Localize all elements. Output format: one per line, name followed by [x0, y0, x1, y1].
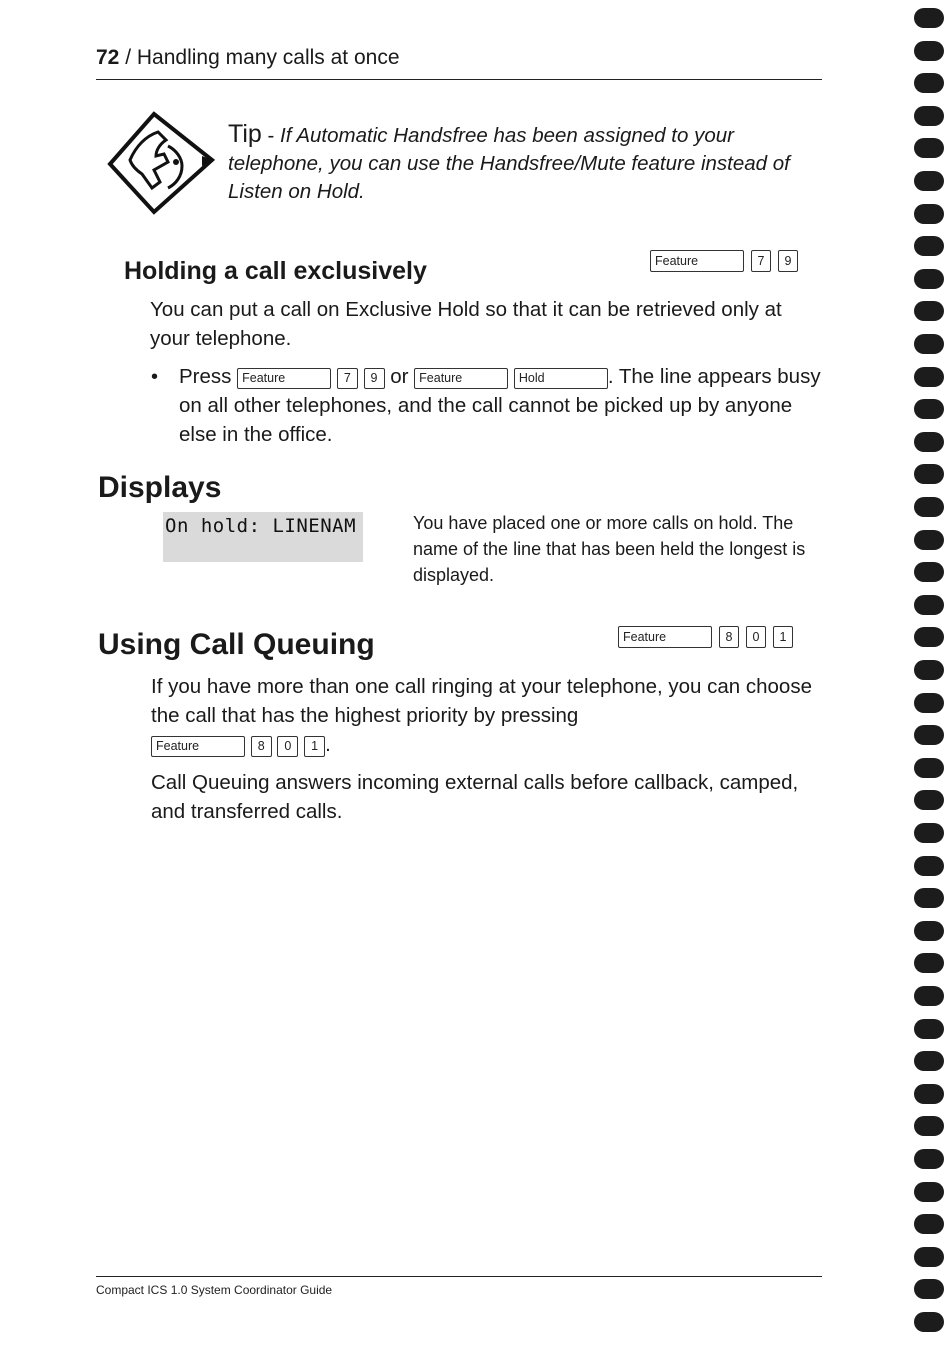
queuing-para-1-text: If you have more than one call ringing at your telephone, you can choose the call that has the highest priority by pressing	[151, 675, 812, 727]
key-hold: Hold	[514, 368, 608, 389]
press-word: Press	[179, 365, 232, 388]
tip-body: If Automatic Handsfree has been assigned to your telephone, you can use the Handsfree/Mute feature instead of Listen on Hold.	[228, 124, 790, 203]
binding-ring	[914, 790, 944, 810]
footer-text: Compact ICS 1.0 System Coordinator Guide	[96, 1283, 333, 1297]
binding-ring	[914, 1214, 944, 1234]
binding-ring	[914, 367, 944, 387]
binding-ring	[914, 921, 944, 941]
display-description: You have placed one or more calls on hold. The name of the line that has been held the longest is displayed.	[413, 513, 806, 585]
binding-ring	[914, 823, 944, 843]
key-8: 8	[251, 736, 272, 757]
key-1: 1	[773, 626, 793, 648]
exclusive-intro: You can put a call on Exclusive Hold so that it can be retrieved only at your telephone.	[150, 298, 782, 350]
key-7: 7	[337, 368, 358, 389]
binding-ring	[914, 530, 944, 550]
key-feature: Feature	[151, 736, 245, 757]
bullet-dot: •	[151, 366, 159, 388]
feature-code-exclusive	[650, 250, 798, 272]
binding-ring	[914, 41, 944, 61]
binding-ring	[914, 888, 944, 908]
binding-ring	[914, 725, 944, 745]
exclusive-bullet	[179, 362, 824, 449]
binding-ring	[914, 953, 944, 973]
binding-ring	[914, 1019, 944, 1039]
lcd-display: On hold: LINENAM	[163, 512, 363, 562]
header-separator: /	[119, 46, 137, 69]
key-0: 0	[277, 736, 298, 757]
tip-diamond-hand-icon	[106, 110, 218, 216]
heading-holding-exclusively: Holding a call exclusively	[124, 257, 427, 285]
page-header	[96, 46, 400, 70]
tip-label: Tip	[228, 120, 262, 148]
binding-ring	[914, 562, 944, 582]
binding-ring	[914, 1247, 944, 1267]
binding-ring	[914, 301, 944, 321]
binding-ring	[914, 334, 944, 354]
binding-ring	[914, 138, 944, 158]
binding-ring	[914, 204, 944, 224]
feature-code-queuing	[618, 626, 793, 648]
binding-ring	[914, 1182, 944, 1202]
heading-displays: Displays	[98, 471, 222, 504]
binding-ring	[914, 269, 944, 289]
header-rule	[96, 79, 822, 80]
binding-ring	[914, 986, 944, 1006]
key-feature: Feature	[618, 626, 712, 648]
binding-ring	[914, 595, 944, 615]
binding-ring	[914, 464, 944, 484]
binding-ring	[914, 627, 944, 647]
binding-ring	[914, 856, 944, 876]
key-7: 7	[751, 250, 771, 272]
or-word: or	[390, 365, 409, 388]
chapter-title: Handling many calls at once	[136, 46, 400, 69]
binding-ring	[914, 432, 944, 452]
key-feature: Feature	[237, 368, 331, 389]
key-feature: Feature	[650, 250, 744, 272]
tip-dash: -	[261, 124, 281, 147]
footer-rule	[96, 1276, 822, 1277]
queuing-para-2: Call Queuing answers incoming external calls before callback, camped, and transferred calls.	[151, 771, 799, 823]
heading-call-queuing: Using Call Queuing	[98, 628, 375, 661]
binding-ring	[914, 1051, 944, 1071]
spiral-binding-icon	[910, 0, 950, 1345]
binding-ring	[914, 660, 944, 680]
key-9: 9	[778, 250, 798, 272]
binding-ring	[914, 1116, 944, 1136]
queuing-para-1	[151, 672, 823, 759]
key-feature: Feature	[414, 368, 508, 389]
binding-ring	[914, 1312, 944, 1332]
binding-ring	[914, 106, 944, 126]
binding-ring	[914, 497, 944, 517]
tip-text	[228, 120, 828, 206]
binding-ring	[914, 758, 944, 778]
binding-ring	[914, 399, 944, 419]
queuing-para-1-end: .	[325, 733, 331, 756]
key-1: 1	[304, 736, 325, 757]
key-8: 8	[719, 626, 739, 648]
bullet-rest: . The line appears busy on all other telephones, and the call cannot be picked up by anyone else in the office.	[179, 365, 821, 446]
key-0: 0	[746, 626, 766, 648]
binding-ring	[914, 1149, 944, 1169]
binding-ring	[914, 236, 944, 256]
binding-ring	[914, 73, 944, 93]
binding-ring	[914, 693, 944, 713]
binding-ring	[914, 171, 944, 191]
key-9: 9	[364, 368, 385, 389]
binding-ring	[914, 8, 944, 28]
page-number: 72	[96, 46, 120, 69]
binding-ring	[914, 1084, 944, 1104]
binding-ring	[914, 1279, 944, 1299]
